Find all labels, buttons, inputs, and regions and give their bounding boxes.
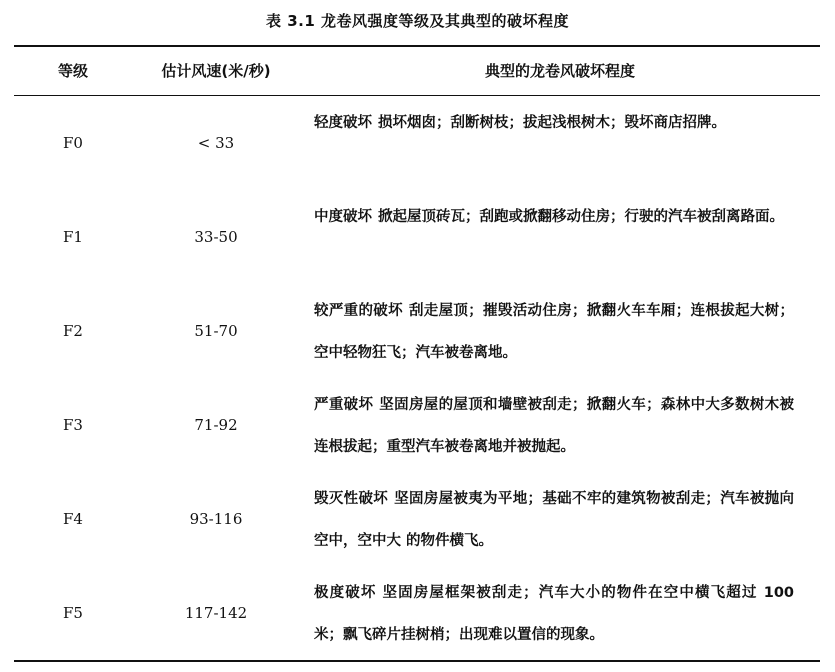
table-row xyxy=(14,190,820,284)
damage-level: 较严重的破坏 xyxy=(314,303,403,319)
wind-speed-cell: 71-92 xyxy=(194,416,238,434)
damage-description-cell xyxy=(314,478,794,562)
damage-detail: 掀起屋顶砖瓦；刮跑或掀翻移动住房；行驶的汽车被刮离路面。 xyxy=(378,209,784,225)
damage-description-cell xyxy=(314,196,794,238)
table-caption: 表 3.1 龙卷风强度等级及其典型的破坏程度 xyxy=(265,12,570,30)
grade-cell: F5 xyxy=(63,604,83,622)
wind-speed-cell: < 33 xyxy=(197,134,235,152)
grade-cell: F0 xyxy=(63,134,83,152)
table-row xyxy=(14,472,820,566)
damage-detail: 刮走屋顶；摧毁活动住房；掀翻火车车厢；连根拔起大树；空中轻物狂飞；汽车被卷离地。 xyxy=(314,303,794,361)
wind-speed-cell: 51-70 xyxy=(194,322,238,340)
table-bottom-rule xyxy=(14,660,820,662)
wind-speed-cell: 93-116 xyxy=(189,510,243,528)
damage-description-cell xyxy=(314,290,794,374)
damage-level: 毁灭性破坏 xyxy=(314,491,389,507)
table-header xyxy=(14,47,820,95)
header-damage-description: 典型的龙卷风破坏程度 xyxy=(484,62,635,80)
grade-cell: F3 xyxy=(63,416,83,434)
damage-level: 严重破坏 xyxy=(314,397,374,413)
damage-description-cell xyxy=(314,384,794,468)
damage-detail: 损坏烟囱；刮断树枝；拔起浅根树木；毁坏商店招牌。 xyxy=(378,115,726,131)
table-row xyxy=(14,96,820,190)
grade-cell: F2 xyxy=(63,322,83,340)
damage-detail: 坚固房屋框架被刮走；汽车大小的物件在空中横飞超过 100 米；飘飞碎片挂树梢；出现难以置信的现象。 xyxy=(314,585,794,643)
damage-description-cell xyxy=(314,102,794,144)
grade-cell: F1 xyxy=(63,228,83,246)
header-wind-speed: 估计风速(米/秒) xyxy=(161,62,271,80)
damage-description-cell xyxy=(314,572,794,656)
damage-level: 极度破坏 xyxy=(314,585,377,601)
grade-cell: F4 xyxy=(63,510,83,528)
header-grade: 等级 xyxy=(57,62,88,80)
table-row xyxy=(14,566,820,660)
table-row xyxy=(14,284,820,378)
damage-detail: 坚固房屋被夷为平地；基础不牢的建筑物被刮走；汽车被抛向空中，空中大 的物件横飞。 xyxy=(314,491,795,549)
table-row xyxy=(14,378,820,472)
table-body xyxy=(14,96,820,660)
damage-level: 轻度破坏 xyxy=(314,115,372,131)
damage-detail: 坚固房屋的屋顶和墙壁被刮走；掀翻火车；森林中大多数树木被连根拔起；重型汽车被卷离地并被抛起。 xyxy=(314,397,795,455)
damage-level: 中度破坏 xyxy=(314,209,372,225)
wind-speed-cell: 117-142 xyxy=(184,604,248,622)
wind-speed-cell: 33-50 xyxy=(194,228,238,246)
